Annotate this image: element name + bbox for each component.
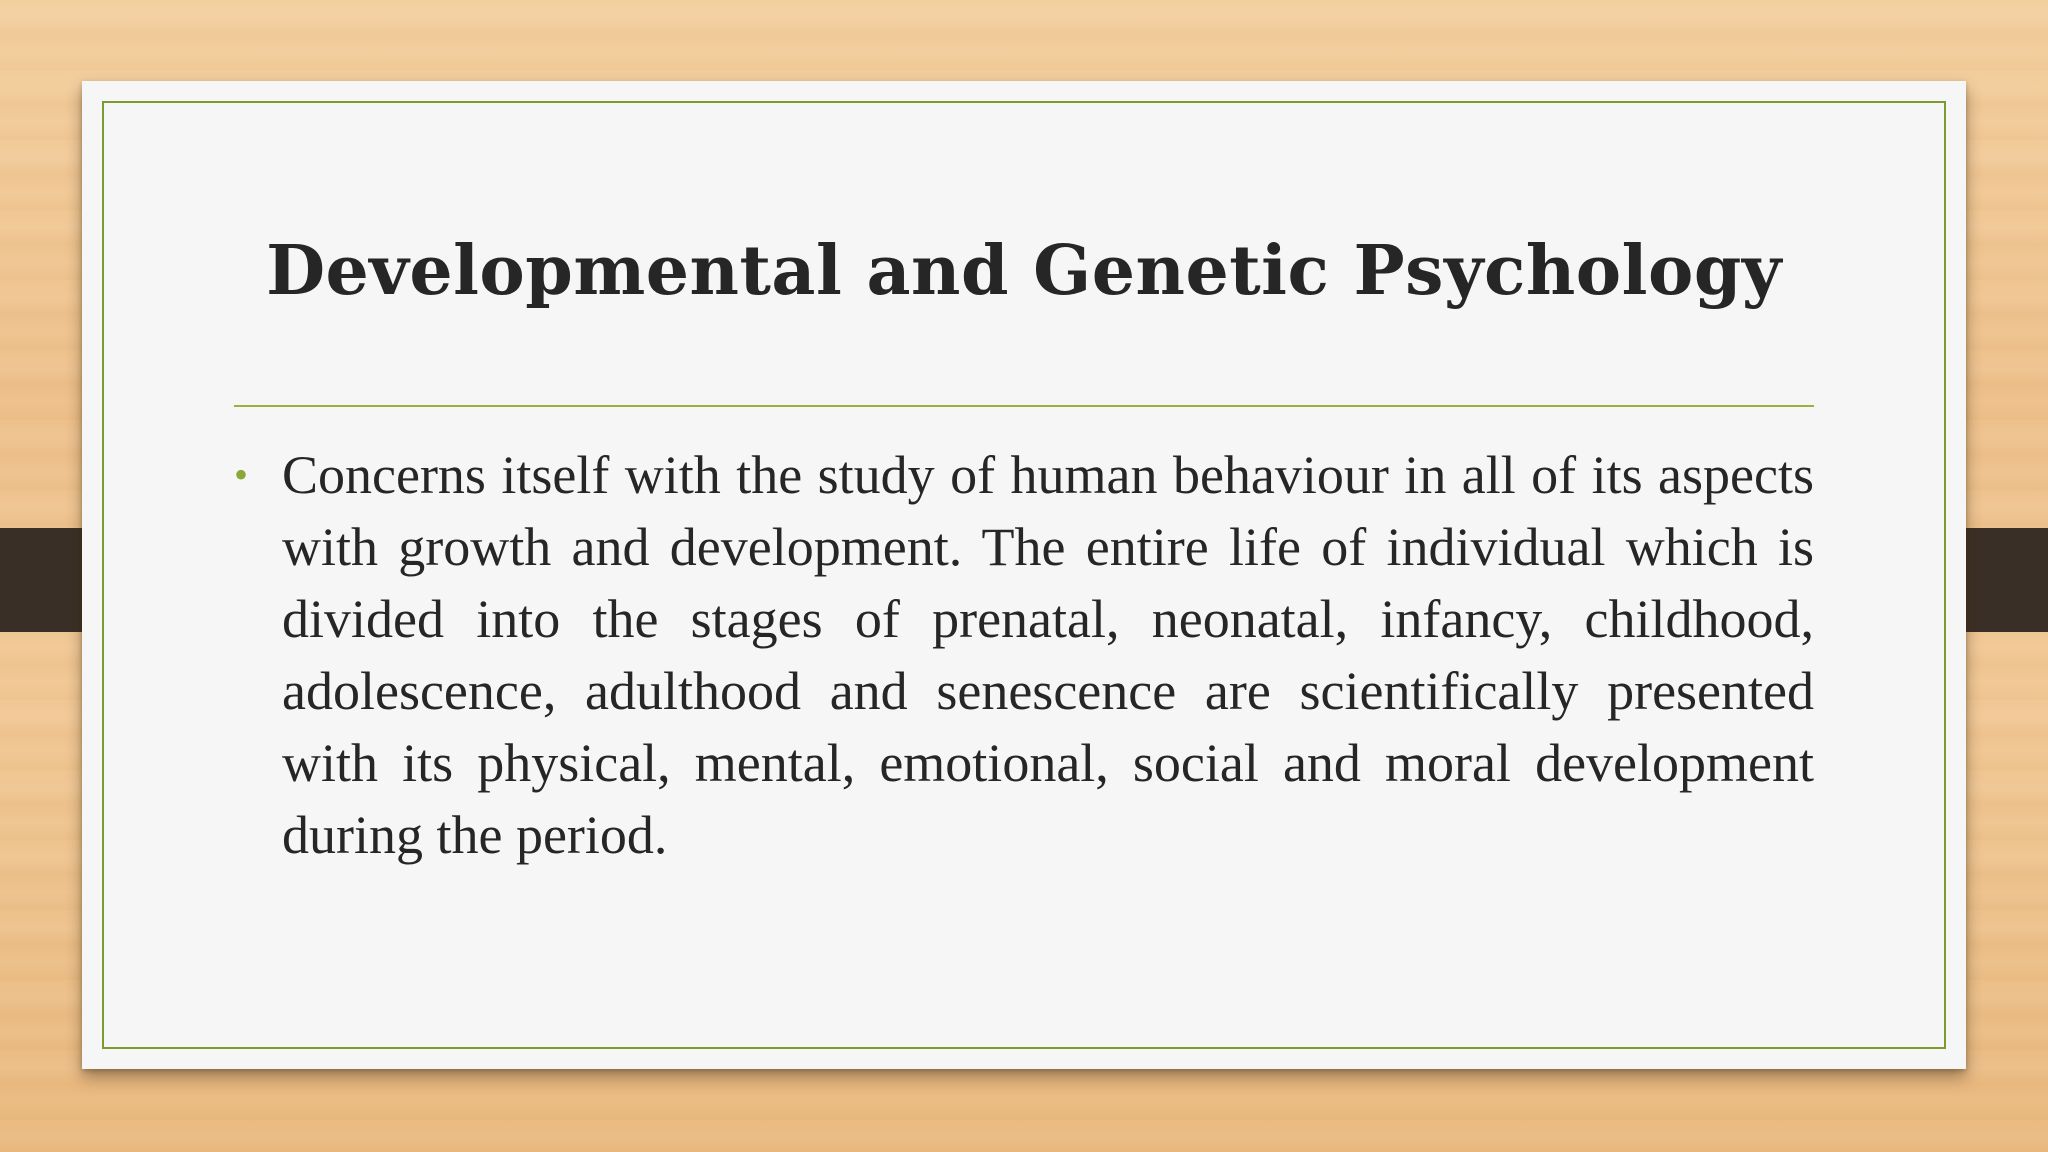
slide xyxy=(82,81,1966,1069)
slide-title: Developmental and Genetic Psychology xyxy=(266,231,1782,311)
bullet-text: Concerns itself with the study of human behaviour in all of its aspects with growth and development. The entire life of individual which is divided into the stages of prenatal, neonatal, infancy, childhood, adolescence, adulthood and senescence are scientifically presented with its physical, mental, emotional, social and moral development during the period. xyxy=(282,445,1814,865)
bullet-marker: • xyxy=(234,452,249,497)
title-divider xyxy=(234,405,1814,407)
